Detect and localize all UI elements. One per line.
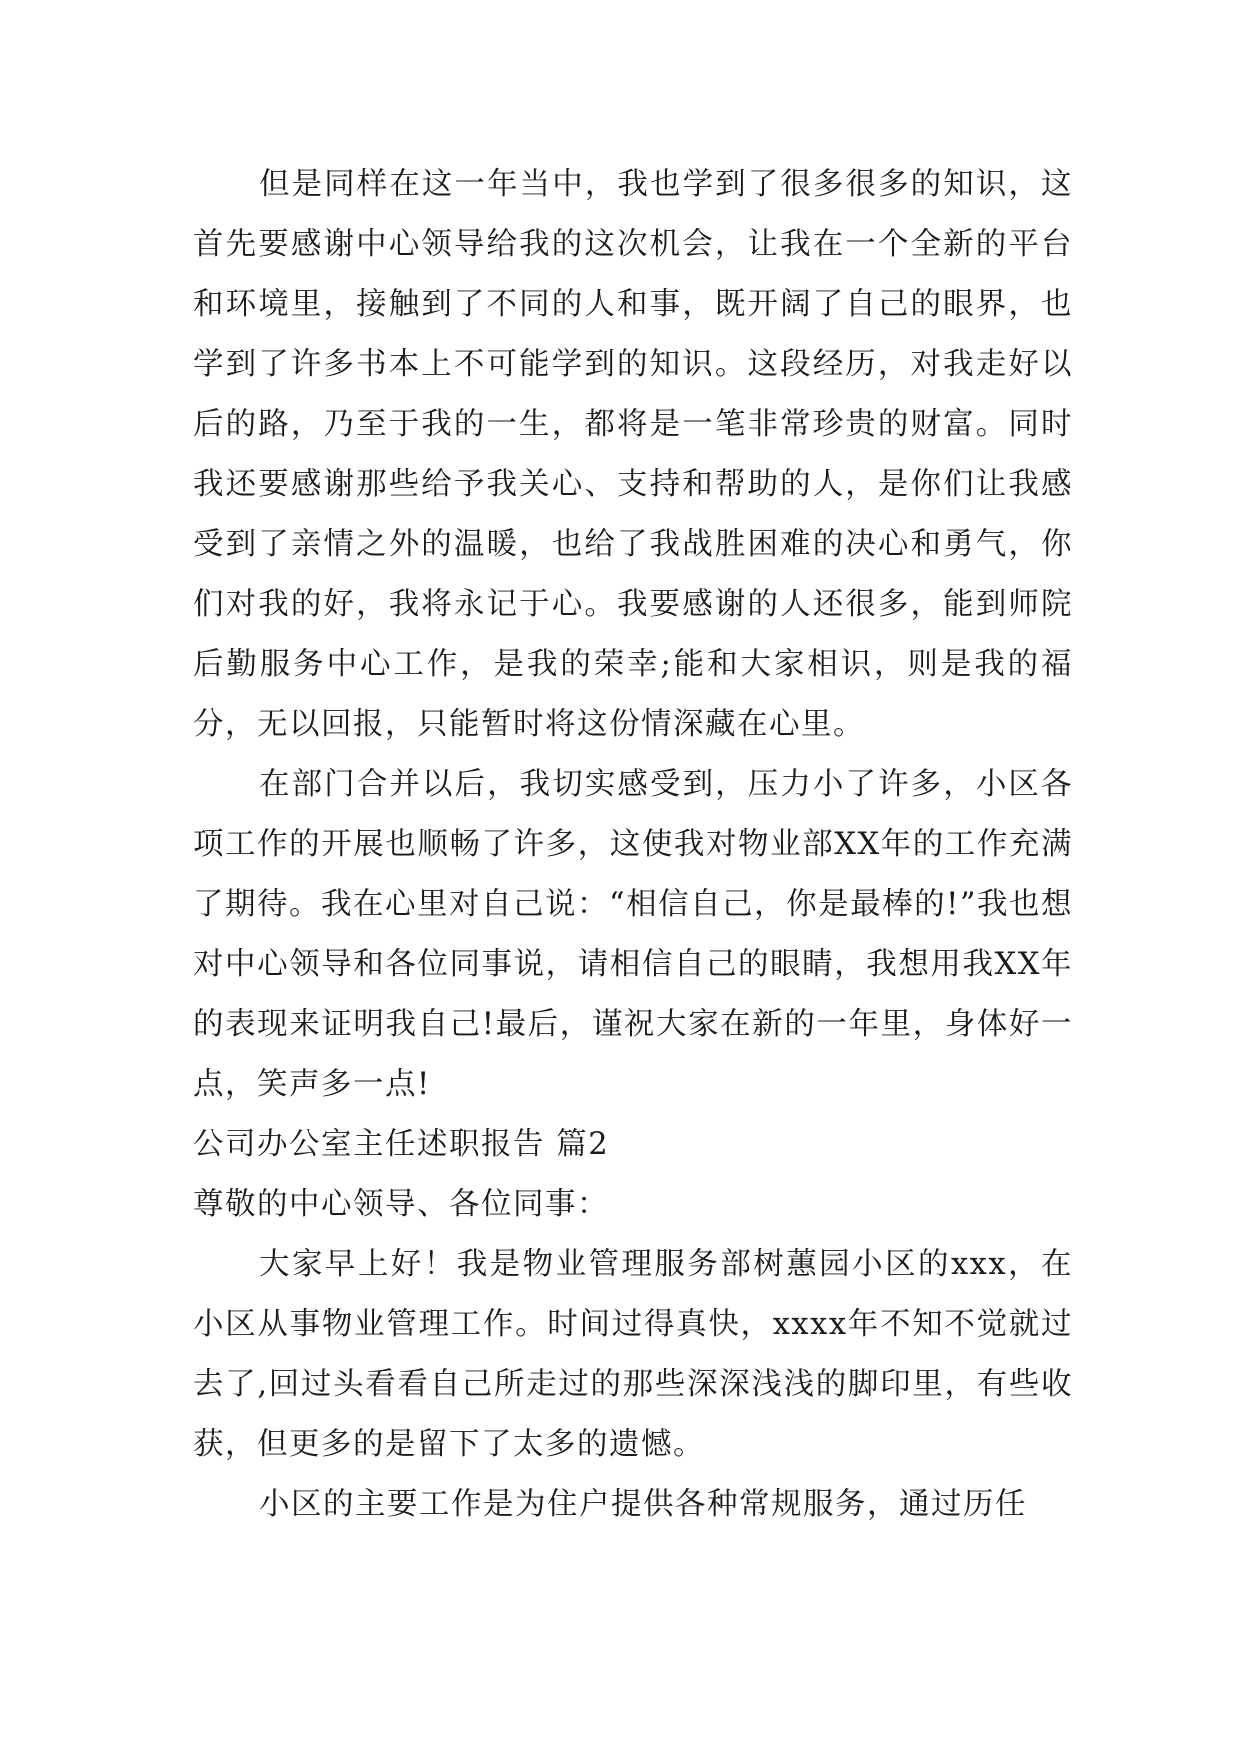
section-heading: 公司办公室主任述职报告 篇2 <box>193 1127 610 1162</box>
paragraph-expectation: 在部门合并以后，我切实感受到，压力小了许多，小区各项工作的开展也顺畅了许多，这使我对物业部XX年的工作充满了期待。我在心里对自己说：“相信自己，你是最棒的!”我也想对中心领导和各位同事说，请相信自己的眼睛，我想用我XX年的表现来证明我自己!最后，谨祝大家在新的一年里，身体好一点，笑声多一点! <box>193 767 1073 1102</box>
paragraph-gratitude: 但是同样在这一年当中，我也学到了很多很多的知识，这首先要感谢中心领导给我的这次机会，让我在一个全新的平台和环境里，接触到了不同的人和事，既开阔了自己的眼界，也学到了许多书本上不可能学到的知识。这段经历，对我走好以后的路，乃至于我的一生，都将是一笔非常珍贵的财富。同时我还要感谢那些给予我关心、支持和帮助的人，是你们让我感受到了亲情之外的温暖，也给了我战胜困难的决心和勇气，你们对我的好，我将永记于心。我要感谢的人还很多，能到师院后勤服务中心工作，是我的荣幸;能和大家相识，则是我的福分，无以回报，只能暂时将这份情深藏在心里。 <box>193 167 1073 742</box>
paragraph-main-work: 小区的主要工作是为住户提供各种常规服务，通过历任 <box>259 1487 1027 1522</box>
paragraph-greeting: 大家早上好！我是物业管理服务部树蕙园小区的xxx，在小区从事物业管理工作。时间过得真快，xxxx年不知不觉就过去了,回过头看看自己所走过的那些深深浅浅的脚印里，有些收获，但更多的是留下了太多的遗憾。 <box>193 1247 1073 1462</box>
salutation: 尊敬的中心领导、各位同事： <box>193 1187 609 1222</box>
document-body <box>193 155 1073 1535</box>
